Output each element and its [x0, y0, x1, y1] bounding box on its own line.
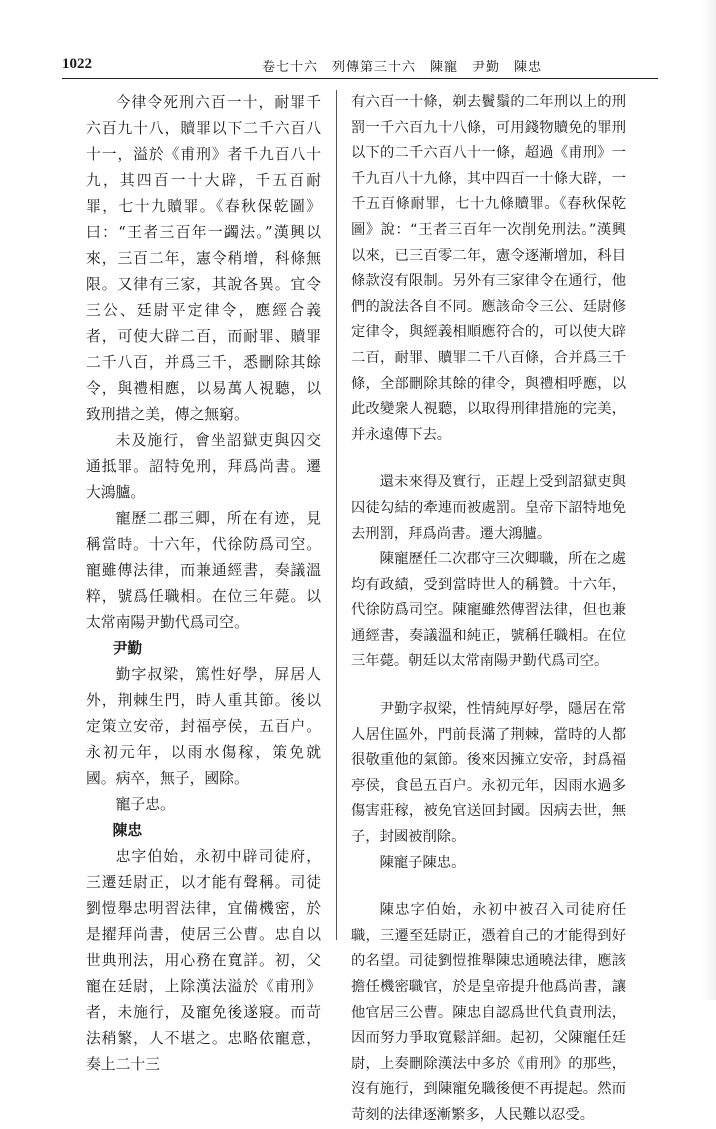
page-number: 1022: [62, 56, 92, 72]
classical-text-column: [86, 90, 321, 1073]
translation-chen-zhong: 陳忠字伯始，永初中被召入司徒府任職，三遷至廷尉正，憑着自己的才能得到好的名望。司徒劉愷推舉陳忠通曉法律，應該擔任機密職官，於是皇帝提升他爲尚書，讓他官居三公曹。陳忠自認爲世代負責刑法，因而努力爭取寬鬆詳細。起初，父陳寵任廷尉，上奏刪除漢法中多於《甫刑》的那些，沒有施行，到陳寵免職後便不再提起。然而苛刻的法律逐漸繁多，人民難以忍受。: [351, 902, 626, 1123]
column-divider: [336, 90, 337, 940]
paragraph-chen-zhong: 忠字伯始，永初中辟司徒府，三遷廷尉正，以才能有聲稱。司徒劉愷舉忠明習法律，宜備機密，於是擢拜尚書，使居三公曹。忠自以世典刑法，用心務在寬詳。初，父寵在廷尉，上除漢法溢於《甫刑》者，未施行，及寵免後遂寢。而苛法稍繁，人不堪之。忠略依寵意，奏上二十三: [86, 848, 321, 1073]
paragraph-not-implemented: 未及施行，會坐詔獄吏與囚交通抵罪。詔特免刑，拜爲尚書。遷大鴻臚。: [86, 432, 321, 501]
section-heading-yin-qin: 尹勤: [112, 640, 143, 657]
section-heading-chen-zhong: 陳忠: [112, 822, 143, 839]
running-head: 卷七十六 列傳第三十六 陳寵 尹勤 陳忠: [262, 60, 543, 75]
page-header: [62, 52, 658, 79]
paragraph-yin-qin: 勤字叔梁，篤性好學，屏居人外，荆棘生門，時人重其節。後以定策立安帝，封福亭侯，五百户。永初元年，以雨水傷稼，策免就國。病卒，無子，國除。: [86, 666, 321, 787]
translation-yin-qin: 尹勤字叔梁，性情純厚好學，隱居在常人居住區外，門前長滿了荆棘，當時的人都很敬重他的氣節。後來因擁立安帝，封爲福亭侯，食邑五百户。永初元年，因雨水過多傷害莊稼，被免官送回封國。因病去世，無子，封國被削除。: [351, 701, 626, 846]
paragraph-chong-son: 寵子忠。: [115, 796, 175, 813]
translation-not-implemented: 還未來得及實行，正趕上受到詔獄吏與囚徒勾結的牽連而被處罰。皇帝下詔特地免去刑罰，拜爲尚書。遷大鴻臚。: [351, 474, 626, 542]
translation-chen-chong-career: 陳寵歷任二次郡守三次卿職，所在之處均有政績，受到當時世人的稱贊。十六年，代徐防爲司空。陳寵雖然傳習法律，但也兼通經書，奏議溫和純正，號稱任職相。在位三年薨。朝廷以太常南陽尹勤代爲司空。: [351, 551, 626, 670]
translation-memorial: 有六百一十條，剃去鬢鬚的二年刑以上的刑罰一千六百九十八條，可用錢物贖免的罪刑以下的二千六百八十一條，超過《甫刑》一千九百八十九條，其中四百一十條大辟，一千五百條耐罪，七十九條贖罪。《春秋保乾圖》說：“王者三百年一次削免刑法。”漢興以來，已三百零二年，憲令逐漸增加，科目條款沒有限制。另外有三家律令在通行，他們的說法各自不同。應該命令三公、廷尉修定律令，與經義相順應符合的，可以使大辟二百，耐罪、贖罪二千八百條，合并爲三千條，全部刪除其餘的律令，與禮相呼應，以此改變衆人視聽，以取得刑律措施的完美，并永遠傳下去。: [351, 94, 626, 443]
translation-chong-son: 陳寵子陳忠。: [379, 854, 466, 871]
scan-edge-shadow: [702, 0, 716, 1000]
translation-column: [351, 90, 626, 1123]
paragraph-chen-chong-career: 寵歷二郡三卿，所在有迹，見稱當時。十六年，代徐防爲司空。寵雖傳法律，而兼通經書，奏議溫粹，號爲任職相。在位三年薨。以太常南陽尹勤代爲司空。: [86, 510, 321, 631]
memorial-text: 今律令死刑六百一十，耐罪千六百九十八，贖罪以下二千六百八十一，溢於《甫刑》者千九百八十九，其四百一十大辟，千五百耐罪，七十九贖罪。《春秋保乾圖》曰：“王者三百年一蠲法。”漢興以來，三百二年，憲令稍增，科條無限。又律有三家，其說各異。宜令三公、廷尉平定律令，應經合義者，可使大辟二百，而耐罪、贖罪二千八百，并爲三千，悉刪除其餘令，與禮相應，以易萬人視聽，以致刑措之美，傳之無窮。: [86, 94, 321, 423]
